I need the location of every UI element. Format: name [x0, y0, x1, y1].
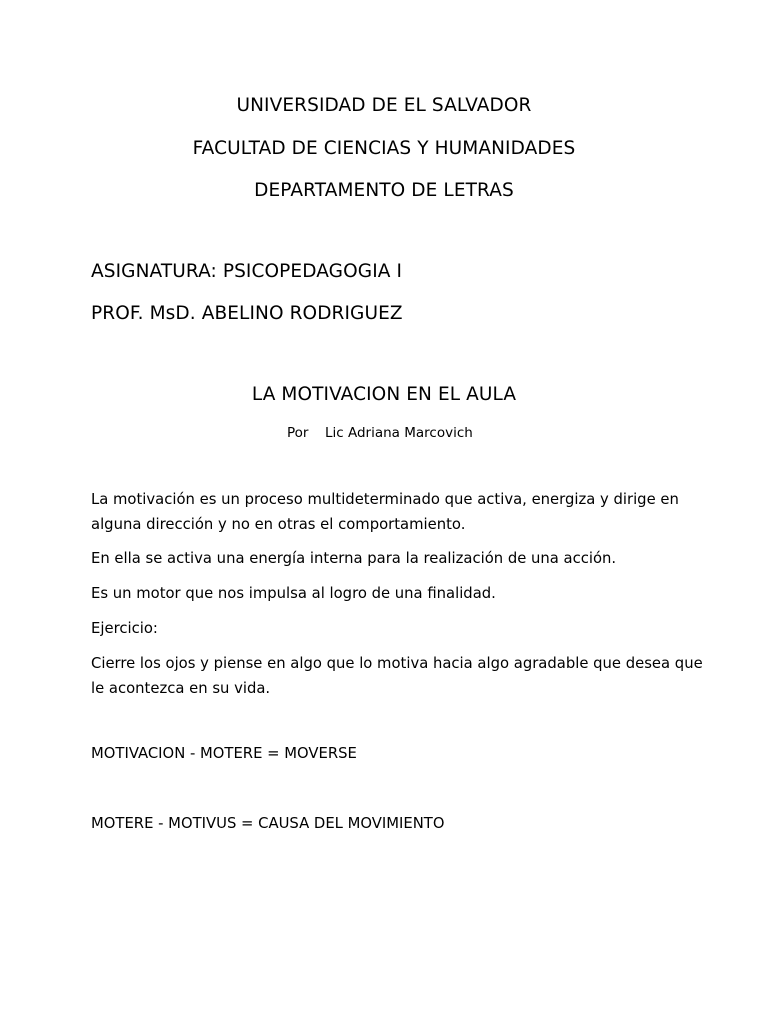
university-heading: UNIVERSIDAD DE EL SALVADOR: [236, 95, 532, 116]
etymology-line-1: MOTIVACION - MOTERE = MOVERSE: [91, 745, 357, 762]
faculty-heading: FACULTAD DE CIENCIAS Y HUMANIDADES: [192, 138, 576, 159]
paragraph-1-line-1: La motivación es un proceso multideterminado que activa, energiza y dirige en: [91, 491, 679, 508]
paragraph-3: Es un motor que nos impulsa al logro de una finalidad.: [91, 585, 496, 602]
paragraph-1-line-2: alguna dirección y no en otras el comportamiento.: [91, 516, 466, 533]
paragraph-2: En ella se activa una energía interna para la realización de una acción.: [91, 550, 617, 567]
exercise-label: Ejercicio:: [91, 620, 158, 637]
article-title: LA MOTIVACION EN EL AULA: [251, 384, 517, 405]
paragraph-4-line-2: le acontezca en su vida.: [91, 680, 271, 697]
professor-line: PROF. MsD. ABELINO RODRIGUEZ: [91, 303, 403, 324]
byline-author: Lic Adriana Marcovich: [325, 425, 473, 441]
subject-line: ASIGNATURA: PSICOPEDAGOGIA I: [91, 261, 403, 282]
etymology-line-2: MOTERE - MOTIVUS = CAUSA DEL MOVIMIENTO: [91, 815, 445, 832]
byline-prefix: Por: [287, 425, 309, 441]
department-heading: DEPARTAMENTO DE LETRAS: [254, 180, 514, 201]
paragraph-4-line-1: Cierre los ojos y piense en algo que lo motiva hacia algo agradable que desea que: [91, 655, 703, 672]
